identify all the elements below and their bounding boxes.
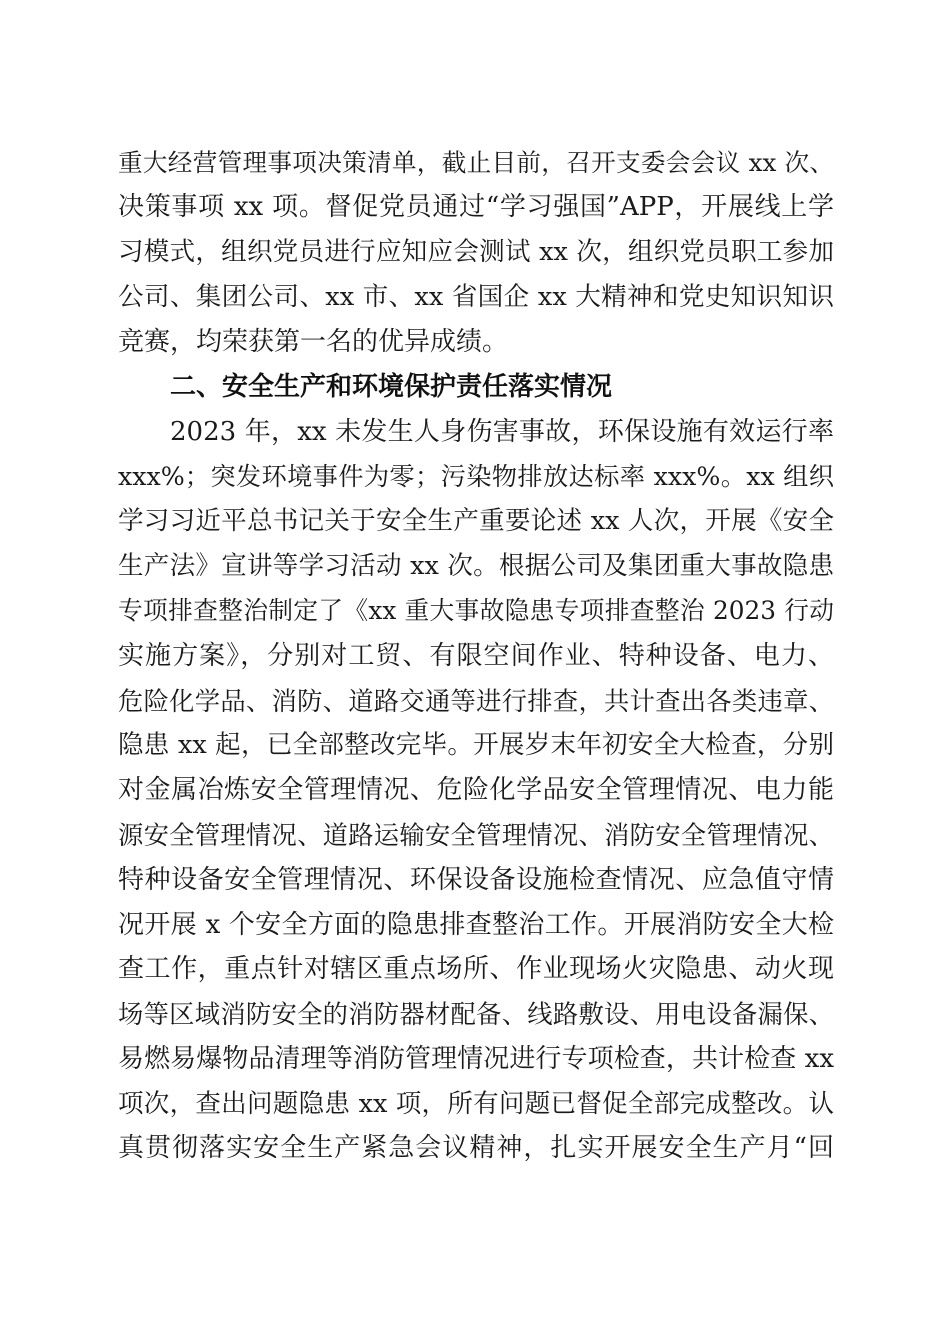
section-2-line-16: 项次，查出问题隐患 xx 项，所有问题已督促全部完成整改。认 [118,1089,834,1119]
section-2-line-4: 生产法》宣讲等学习活动 xx 次。根据公司及集团重大事故隐患 [118,551,834,581]
section-2-line-3: 学习习近平总书记关于安全生产重要论述 xx 人次，开展《安全 [118,506,834,536]
paragraph-1-line-4: 公司、集团公司、xx 市、xx 省国企 xx 大精神和党史知识知识 [118,282,834,312]
section-2-line-9: 对金属冶炼安全管理情况、危险化学品安全管理情况、电力能 [118,775,834,805]
section-2-line-17: 真贯彻落实安全生产紧急会议精神，扎实开展安全生产月“回 [118,1133,834,1163]
section-2-line-1: 2023 年，xx 未发生人身伤害事故，环保设施有效运行率 [170,417,834,447]
section-2-line-10: 源安全管理情况、道路运输安全管理情况、消防安全管理情况、 [118,820,834,850]
section-2-line-5: 专项排查整治制定了《xx 重大事故隐患专项排查整治 2023 行动 [118,596,834,625]
section-2-line-6: 实施方案》，分别对工贸、有限空间作业、特种设备、电力、 [118,641,834,671]
paragraph-1-line-2: 决策事项 xx 项。督促党员通过“学习强国”APP，开展线上学 [118,192,834,222]
section-2-line-15: 易燃易爆物品清理等消防管理情况进行专项检查，共计检查 xx [118,1044,834,1074]
section-2-line-13: 查工作，重点针对辖区重点场所、作业现场火灾隐患、动火现 [118,954,834,984]
section-2-line-12: 况开展 x 个安全方面的隐患排查整治工作。开展消防安全大检 [118,910,834,940]
paragraph-1-line-1: 重大经营管理事项决策清单，截止目前，召开支委会会议 xx 次、 [118,148,834,177]
section-2-line-7: 危险化学品、消防、道路交通等进行排查，共计查出各类违章、 [118,686,834,716]
paragraph-1-line-5: 竞赛，均荣获第一名的优异成绩。 [118,327,509,357]
section-2-heading: 二、安全生产和环境保护责任落实情况 [170,372,613,402]
section-2-line-2: xxx%；突发环境事件为零；污染物排放达标率 xxx%。xx 组织 [118,462,834,491]
section-2-line-11: 特种设备安全管理情况、环保设备设施检查情况、应急值守情 [118,865,834,895]
section-2-line-14: 场等区域消防安全的消防器材配备、线路敷设、用电设备漏保、 [118,999,834,1029]
paragraph-1-line-3: 习模式，组织党员进行应知应会测试 xx 次，组织党员职工参加 [118,237,834,267]
section-2-line-8: 隐患 xx 起，已全部整改完毕。开展岁末年初安全大检查，分别 [118,730,834,760]
